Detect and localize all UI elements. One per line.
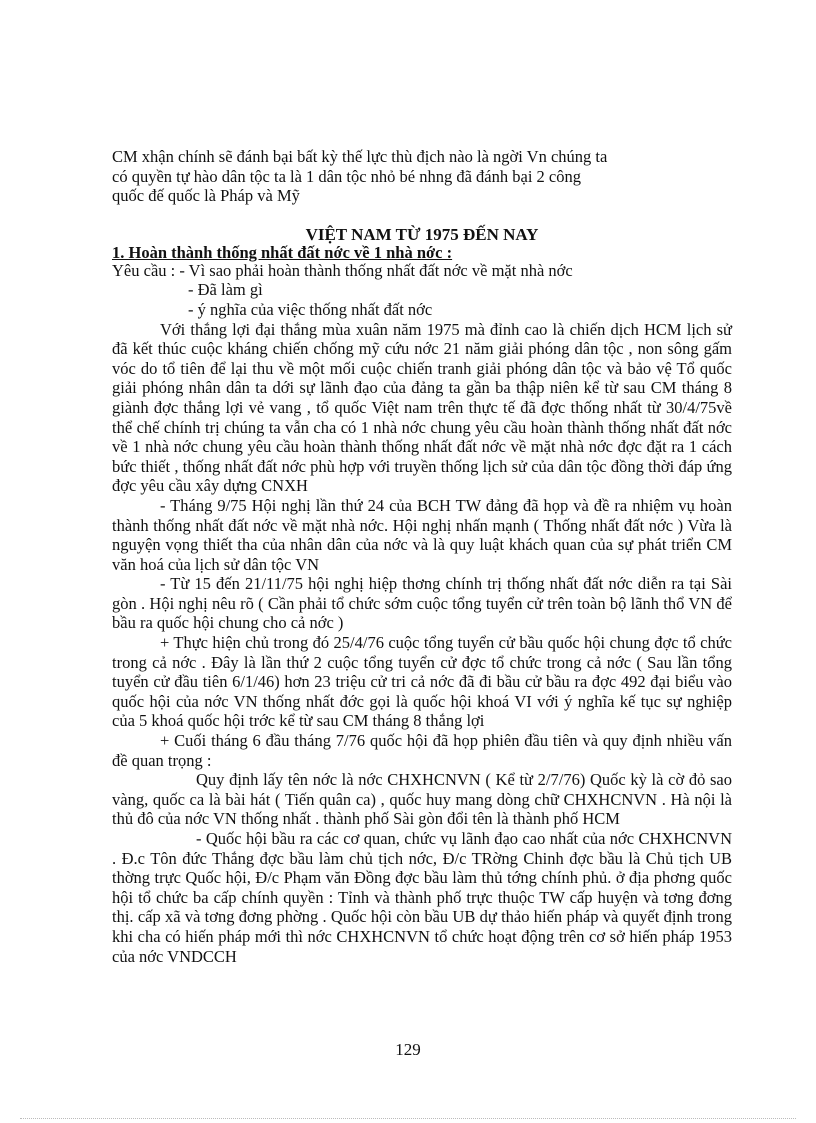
document-page bbox=[112, 147, 732, 966]
paragraph-first-session: + Cuối tháng 6 đầu tháng 7/76 quốc hội đã họp phiên đầu tiên và quy định nhiều vấn đề quan trọng : bbox=[112, 731, 732, 770]
requirement-line-2: - Đã làm gì bbox=[188, 280, 263, 300]
section-title: VIỆT NAM TỪ 1975 ĐẾN NAY bbox=[305, 224, 539, 244]
paragraph-leadership: - Quốc hội bầu ra các cơ quan, chức vụ lãnh đạo cao nhất của nớc CHXHCNVN . Đ.c Tôn đức Thắng đợc bầu làm chủ tịch nớc, Đ/c TRờng Chinh đợc bầu là Chủ tịch UB thờng trực Quốc hội, Đ/c Phạm văn Đồng đợc bầu làm thủ tớng chính phủ. ở địa phơng quốc hội tổ chức ba cấp chính quyền : Tỉnh và thành phố trực thuộc TW cấp huyện và tơng đơng thị. cấp xã và tơng đơng phờng . Quốc hội còn bầu UB dự thảo hiến pháp và quyết định trong khi cha có hiến pháp mới thì nớc CHXHCNVN tổ chức hoạt động trên cơ sở hiến pháp 1953 của nớc VNDCCH bbox=[112, 829, 732, 966]
section-heading: 1. Hoàn thành thống nhất đất nớc về 1 nhà nớc : bbox=[112, 242, 453, 262]
paragraph-conference-9-75: - Tháng 9/75 Hội nghị lần thứ 24 của BCH TW đảng đã họp và đề ra nhiệm vụ hoàn thành thống nhất đất nớc về mặt nhà nớc. Hội nghị nhấn mạnh ( Thống nhất đất nớc ) Vừa là nguyện vọng thiết tha của nhân dân của nớc và là quy luật khách quan của sự phát triển CM văn hoá của lịch sử dân tộc VN bbox=[112, 495, 732, 574]
intro-line-1: CM xhận chính sẽ đánh bại bất kỳ thế lực thù địch nào là ngời Vn chúng ta bbox=[112, 147, 608, 166]
paragraph-country-name: Quy định lấy tên nớc là nớc CHXHCNVN ( Kể từ 2/7/76) Quốc kỳ là cờ đỏ sao vàng, quốc ca là bài hát ( Tiến quân ca) , quốc huy mang dòng chữ CHXHCNVN . Hà nội là thủ đô của nớc VN thống nhất . thành phố Sài gòn đổi tên là thành phố HCM bbox=[112, 770, 732, 829]
paragraph-general-election: + Thực hiện chủ trong đó 25/4/76 cuộc tổng tuyển cử bầu quốc hội chung đợc tổ chức trong cả nớc . Đây là lần thứ 2 cuộc tổng tuyển cử đợc tổ chức trong cả nớc ( Sau lần tổng tuyển cử đầu tiên 6/1/46) hơn 23 triệu cử tri cả nớc đã đi bầu cử bầu ra đợc 492 đại biểu vào quốc hội của nớc VN thống nhất đớc gọi là quốc hội khoá VI với ý nghĩa kế tục sự nghiệp của 5 khoá quốc hội trớc kể từ sau CM tháng 8 thắng lợi bbox=[112, 633, 732, 731]
intro-line-2: có quyền tự hào dân tộc ta là 1 dân tộc nhỏ bé nhng đã đánh bại 2 công bbox=[112, 166, 581, 186]
requirement-line-1: Yêu cầu : - Vì sao phải hoàn thành thống nhất đất nớc về mặt nhà nớc bbox=[112, 260, 573, 280]
paragraph-consultative-conference: - Từ 15 đến 21/11/75 hội nghị hiệp thơng chính trị thống nhất đất nớc diễn ra tại Sài gòn . Hội nghị nêu rõ ( Cần phải tổ chức sớm cuộc tổng tuyển cử trên toàn bộ lãnh thổ VN để bầu ra quốc hội chung cho cả nớc ) bbox=[112, 574, 732, 633]
requirement-line-3: - ý nghĩa của việc thống nhất đất nớc bbox=[188, 299, 433, 319]
paragraph-victory-1975: Với thắng lợi đại thắng mùa xuân năm 1975 mà đỉnh cao là chiến dịch HCM lịch sử đã kết thúc cuộc kháng chiến chống mỹ cứu nớc 21 năm giải phóng dân tộc , non sông gấm vóc do tổ tiên để lại thu về một mối cuộc chiến tranh giải phóng dân tộc và bảo vệ Tổ quốc giải phóng nhân dân ta dới sự lãnh đạo của đảng ta gần ba thập niên kể từ sau CM tháng 8 giành đợc thắng lợi vẻ vang , tổ quốc Việt nam trên thực tế đã đợc thống nhất từ 30/4/75về thể chế chính trị chúng ta vẫn cha có 1 nhà nớc chung yêu cầu hoàn thành thống nhất đất nớc về 1 nhà nớc chung yêu cầu hoàn thành thống nhất đất nớc về mặt nhà nớc đợc đặt ra 1 cách bức thiết , thống nhất đất nớc phù hợp với truyền thống lịch sử của dân tộc đồng thời đáp ứng đợc yêu cầu xây dựng CNXH bbox=[112, 319, 732, 496]
page-number: 129 bbox=[395, 1040, 421, 1059]
bottom-divider bbox=[20, 1118, 796, 1119]
intro-line-3: quốc đế quốc là Pháp và Mỹ bbox=[112, 186, 300, 206]
